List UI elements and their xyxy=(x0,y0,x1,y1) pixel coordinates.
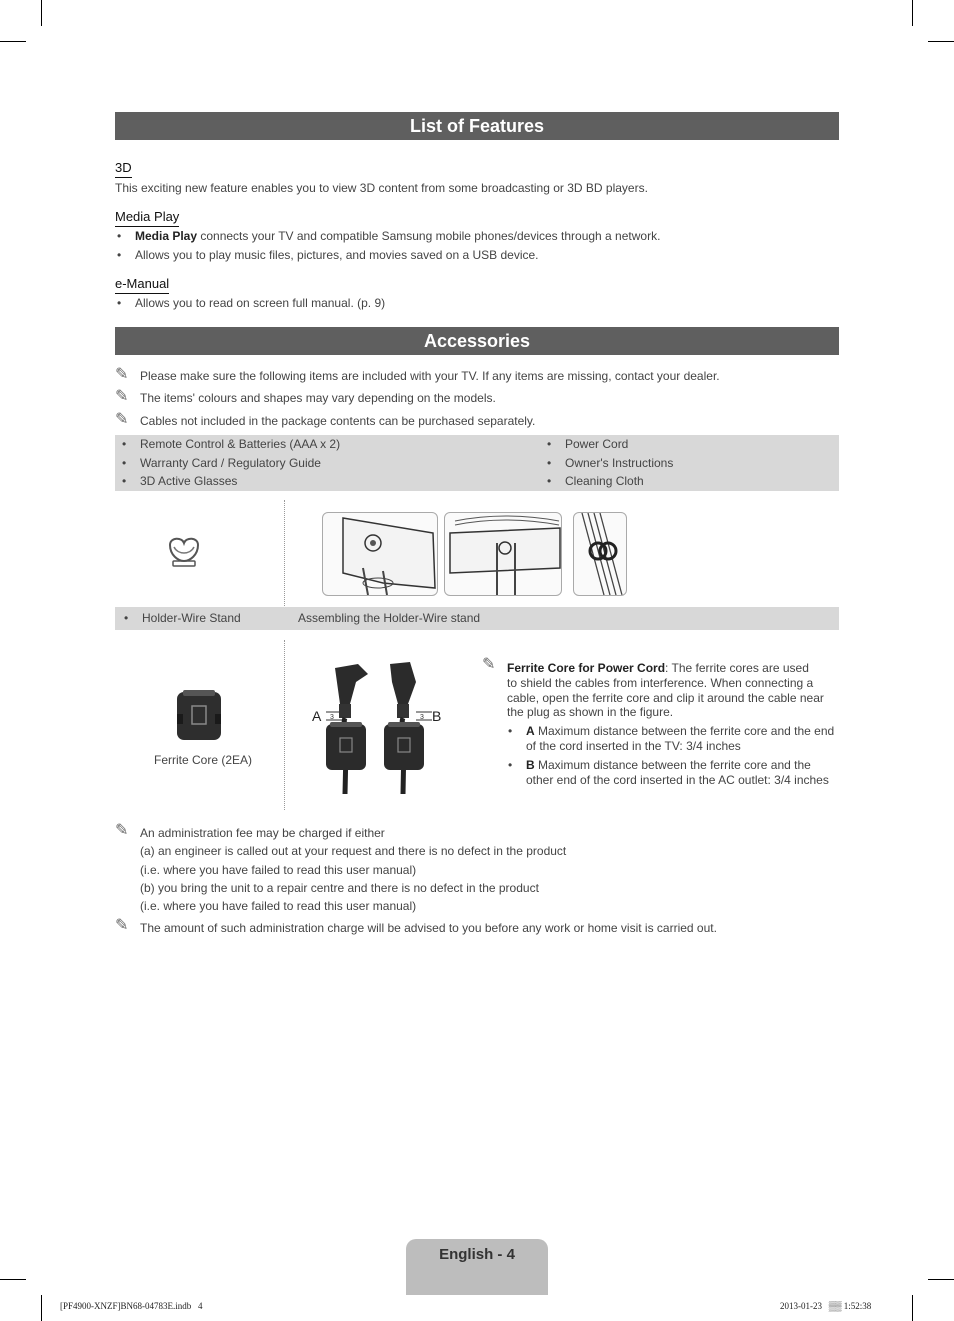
section-heading-media-play: Media Play xyxy=(115,209,179,227)
pencil-note-icon: ✎ xyxy=(115,917,129,934)
holder-assembly-caption: Assembling the Holder-Wire stand xyxy=(298,611,481,625)
ferrite-note-line xyxy=(507,661,809,676)
crop-mark xyxy=(0,1279,26,1280)
pencil-note-icon: ✎ xyxy=(115,366,129,383)
crop-mark xyxy=(912,1295,913,1321)
crop-mark xyxy=(41,1295,42,1321)
list-item xyxy=(115,296,385,311)
dimension-b-text: 3 xyxy=(420,714,424,721)
assembly-photo-3 xyxy=(573,512,627,596)
power-cord-ferrite-diagram xyxy=(310,660,450,796)
section-text-3d: This exciting new feature enables you to view 3D content from some broadcasting or 3D BD players. xyxy=(115,181,648,195)
dotted-divider xyxy=(284,640,285,810)
admin-note-line: (i.e. where you have failed to read this user manual) xyxy=(140,899,417,913)
crop-mark xyxy=(0,41,26,42)
ferrite-b-text-cont: other end of the cord inserted in the AC outlet: 3/4 inches xyxy=(526,773,829,787)
ferrite-a-text: Maximum distance between the ferrite core and the end xyxy=(534,724,835,738)
pencil-note-icon: ✎ xyxy=(482,656,496,673)
crop-mark xyxy=(912,0,913,26)
ferrite-note-title: Ferrite Core for Power Cord xyxy=(507,661,666,675)
note-text: The items' colours and shapes may vary depending on the models. xyxy=(140,391,496,405)
accessory-item: • Owner's Instructions xyxy=(545,456,673,471)
crop-mark xyxy=(928,41,954,42)
dimension-a-text: 3 xyxy=(330,714,334,721)
crop-mark xyxy=(41,0,42,26)
ferrite-a-text-cont: of the cord inserted in the TV: 3/4 inches xyxy=(526,739,741,753)
accessory-item: • Warranty Card / Regulatory Guide xyxy=(120,456,321,471)
label-b: B xyxy=(432,708,442,724)
admin-note-line: (i.e. where you have failed to read this user manual) xyxy=(140,863,417,877)
ferrite-a-label: A xyxy=(526,724,535,738)
accessory-item: • Remote Control & Batteries (AAA x 2) xyxy=(120,437,340,452)
list-item-text: Allows you to read on screen full manual. (p. 9) xyxy=(135,296,386,310)
ferrite-core-caption: Ferrite Core (2EA) xyxy=(154,753,253,767)
list-item xyxy=(115,229,660,244)
list-item-text: Allows you to play music files, pictures, and movies saved on a USB device. xyxy=(135,248,539,262)
pencil-note-icon: ✎ xyxy=(115,822,129,839)
assembly-photo-2 xyxy=(444,512,562,596)
footer-file-name: [PF4900-XNZF]BN68-04783E.indb 4 xyxy=(60,1301,203,1311)
ferrite-note-line: the plug as shown in the figure. xyxy=(507,705,674,719)
note-text: Cables not included in the package contents can be purchased separately. xyxy=(140,414,536,428)
label-a: A xyxy=(312,708,322,724)
holder-wire-stand-image xyxy=(164,533,204,571)
crop-mark xyxy=(928,1279,954,1280)
accessory-item: • Cleaning Cloth xyxy=(545,474,644,489)
page-number-label: English - 4 xyxy=(439,1246,515,1263)
accessory-item: • Power Cord xyxy=(545,437,628,452)
ferrite-note-text: : The ferrite cores are used xyxy=(665,661,809,675)
ferrite-b-text: Maximum distance between the ferrite core and the xyxy=(534,758,811,772)
admin-note-2: The amount of such administration charge will be advised to you before any work or home visit is carried out. xyxy=(140,921,717,935)
pencil-note-icon: ✎ xyxy=(115,388,129,405)
ferrite-b-item xyxy=(506,758,811,773)
ferrite-b-label: B xyxy=(526,758,535,772)
features-title-bar: List of Features xyxy=(115,112,839,140)
admin-note-line: (b) you bring the unit to a repair centre and there is no defect in the product xyxy=(140,881,539,895)
pencil-note-icon: ✎ xyxy=(115,411,129,428)
admin-note-line: (a) an engineer is called out at your request and there is no defect in the product xyxy=(140,844,567,858)
ferrite-a-item xyxy=(506,724,834,739)
accessories-title-bar: Accessories xyxy=(115,327,839,355)
section-heading-e-manual: e-Manual xyxy=(115,276,169,294)
dotted-divider xyxy=(284,500,285,606)
assembly-photo-1 xyxy=(322,512,438,596)
ferrite-note-line: cable, open the ferrite core and clip it around the cable near xyxy=(507,691,824,705)
section-heading-3d: 3D xyxy=(115,160,132,178)
bold-term: Media Play xyxy=(135,229,198,243)
accessory-item: • 3D Active Glasses xyxy=(120,474,237,489)
ferrite-note-line: to shield the cables from interference. When connecting a xyxy=(507,676,814,690)
ferrite-core-image xyxy=(175,688,223,742)
list-item xyxy=(115,248,539,263)
admin-note-line: An administration fee may be charged if either xyxy=(140,826,385,840)
accessory-item: • Holder-Wire Stand xyxy=(122,611,241,626)
footer-datetime: 2013-01-23 ▒▒ 1:52:38 xyxy=(780,1301,872,1311)
list-item-text: connects your TV and compatible Samsung mobile phones/devices through a network. xyxy=(197,229,661,243)
note-text: Please make sure the following items are included with your TV. If any items are missing, contact your dealer. xyxy=(140,369,720,383)
